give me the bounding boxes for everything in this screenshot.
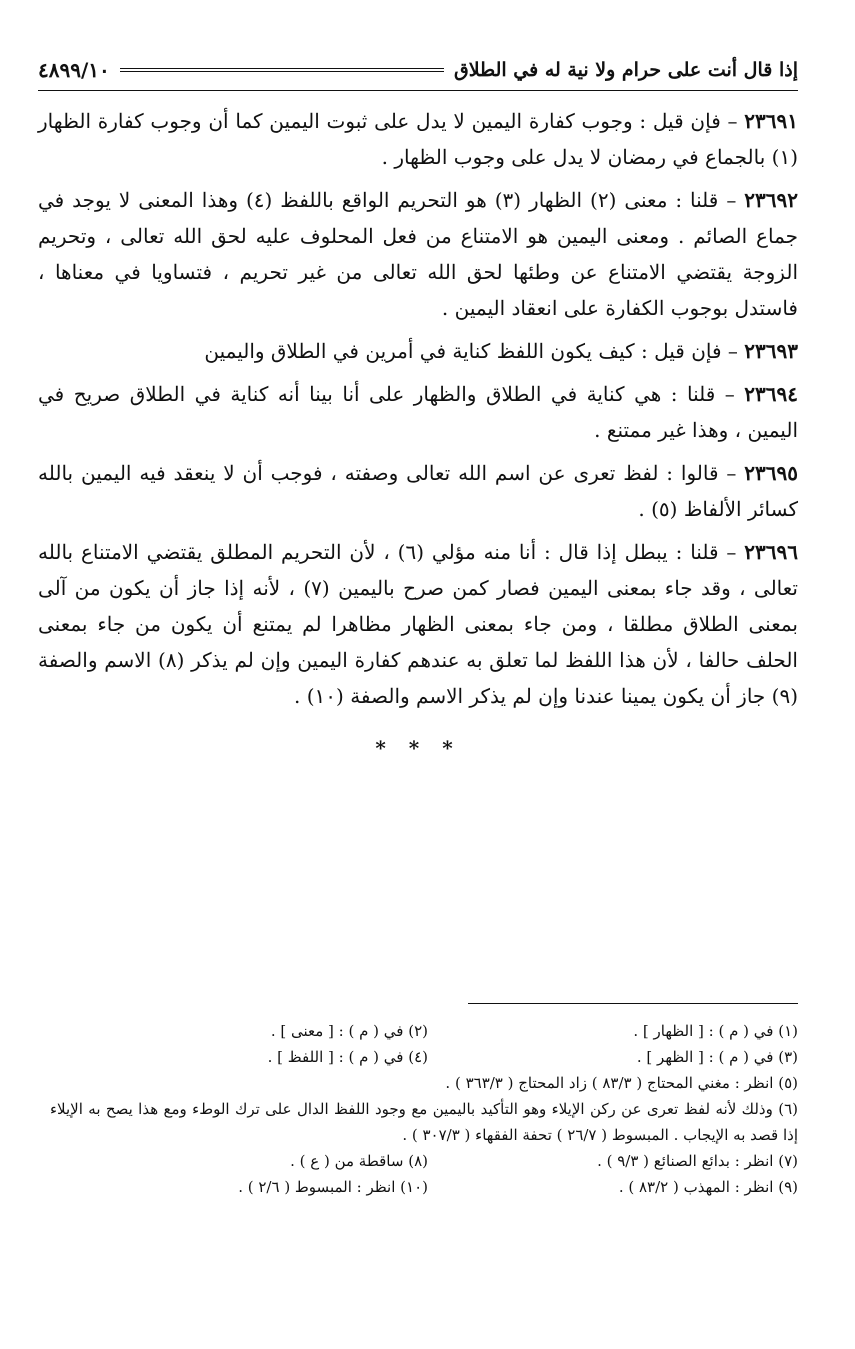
body-text — [38, 103, 798, 760]
paragraph-number: ٢٣٦٩١ — [744, 109, 798, 133]
paragraph-number: ٢٣٦٩٤ — [744, 382, 798, 406]
paragraph: ٢٣٦٩٦ – قلنا : يبطل إذا قال : أنا منه مؤلي (٦) ، لأن التحريم المطلق يقتضي الامتناع بالله تعالى ، وقد جاء بمعنى اليمين فصار كمن صرح باليمين (٧) ، لأنه إذا جاز أن يكون من آلى بمعنى الطلاق مطلقا ، ومن جاء بمعنى الظهار مظاهرا لم يمتنع أن يكون من جاء بمعنى الحلف حالفا ، لأن هذا اللفظ لما تعلق به عندهم كفارة اليمين وإن لم يذكر (٨) الاسم والصفة (٩) جاز أن يكون يمينا عندنا وإن لم يذكر الاسم والصفة (١٠) . — [38, 540, 798, 708]
paragraph-number: ٢٣٦٩٥ — [744, 461, 798, 485]
paragraph-number: ٢٣٦٩٣ — [744, 339, 798, 363]
paragraph-text: قالوا : لفظ تعرى عن اسم الله تعالى وصفته ، فوجب أن لا ينعقد فيه اليمين بالله كسائر الألفاظ (٥) . — [38, 461, 798, 521]
footnote-row — [50, 1148, 798, 1174]
footnote-5: (٥) انظر : مغني المحتاج ( ٨٣/٣ ) زاد المحتاج ( ٣٦٣/٣ ) . — [445, 1074, 798, 1092]
paragraph-text: قلنا : يبطل إذا قال : أنا منه مؤلي (٦) ، لأن التحريم المطلق يقتضي الامتناع بالله تعالى ، وقد جاء بمعنى اليمين فصار كمن صرح باليمين (٧) ، لأنه إذا جاز أن يكون من آلى بمعنى الطلاق مطلقا ، ومن جاء بمعنى الظهار مظاهرا لم يمتنع أن يكون من جاء بمعنى الحلف حالفا ، لأن هذا اللفظ لما تعلق به عندهم كفارة اليمين وإن لم يذكر (٨) الاسم والصفة (٩) جاز أن يكون يمينا عندنا وإن لم يذكر الاسم والصفة (١٠) . — [38, 540, 798, 708]
footnote-8: (٨) ساقطة من ( ع ) . — [290, 1152, 428, 1170]
footnote-row — [50, 1174, 798, 1200]
section-separator: * * * — [375, 736, 461, 760]
footnote-row — [50, 1018, 798, 1044]
footnote-rule — [468, 1003, 798, 1004]
footnote-2: (٢) في ( م ) : [ معنى ] . — [270, 1022, 428, 1040]
paragraph-text: فإن قيل : وجوب كفارة اليمين لا يدل على ثبوت اليمين كما أن وجوب كفارة الظهار (١) بالجماع في رمضان لا يدل على وجوب الظهار . — [38, 109, 798, 169]
footnotes — [50, 1003, 798, 1200]
paragraph: ٢٣٦٩١ – فإن قيل : وجوب كفارة اليمين لا يدل على ثبوت اليمين كما أن وجوب كفارة الظهار (١) بالجماع في رمضان لا يدل على وجوب الظهار . — [38, 109, 798, 169]
paragraph-text: فإن قيل : كيف يكون اللفظ كناية في أمرين في الطلاق واليمين — [204, 339, 722, 363]
paragraph: ٢٣٦٩٢ – قلنا : معنى (٢) الظهار (٣) هو التحريم الواقع باللفظ (٤) وهذا المعنى لا يوجد في جماع الصائم . ومعنى اليمين هو الامتناع من فعل المحلوف عليه لحق الله تعالى ، وتحريم الزوجة يقتضي الامتناع عن وطئها لحق الله تعالى من غير تحريم ، فتساويا في معناها ، فاستدل بوجوب الكفارة على انعقاد اليمين . — [38, 188, 798, 320]
footnote-4: (٤) في ( م ) : [ اللفظ ] . — [267, 1048, 428, 1066]
paragraph-number: ٢٣٦٩٦ — [744, 540, 798, 564]
running-title: إذا قال أنت على حرام ولا نية له في الطلاق — [453, 59, 798, 81]
page-header — [38, 50, 798, 91]
footnote-6: (٦) وذلك لأنه لفظ تعرى عن ركن الإيلاء وهو التأكيد باليمين مع وجود اللفظ الدال على ترك الوطء ومع هذا يصح به الإيلاء إذا قصد به الإيجاب . المبسوط ( ٢٦/٧ ) تحفة الفقهاء ( ٣٠٧/٣ ) . — [50, 1100, 798, 1144]
page-number: ٤٨٩٩/١٠ — [38, 58, 110, 82]
footnote-9: (٩) انظر : المهذب ( ٨٣/٢ ) . — [618, 1178, 798, 1196]
paragraph-text: قلنا : هي كناية في الطلاق والظهار على أنا بينا أنه كناية في الطلاق صريح في اليمين ، وهذا غير ممتنع . — [38, 382, 798, 442]
paragraph-number: ٢٣٦٩٢ — [744, 188, 798, 212]
footnote-10: (١٠) انظر : المبسوط ( ٢/٦ ) . — [238, 1178, 428, 1196]
paragraph-text: قلنا : معنى (٢) الظهار (٣) هو التحريم الواقع باللفظ (٤) وهذا المعنى لا يوجد في جماع الصائم . ومعنى اليمين هو الامتناع من فعل المحلوف عليه لحق الله تعالى ، وتحريم الزوجة يقتضي الامتناع عن وطئها لحق الله تعالى من غير تحريم ، فتساويا في معناها ، فاستدل بوجوب الكفارة على انعقاد اليمين . — [38, 188, 798, 320]
footnote-3: (٣) في ( م ) : [ الظهر ] . — [636, 1048, 798, 1066]
paragraph: ٢٣٦٩٤ – قلنا : هي كناية في الطلاق والظهار على أنا بينا أنه كناية في الطلاق صريح في اليمين ، وهذا غير ممتنع . — [38, 382, 798, 442]
page — [38, 50, 798, 760]
paragraph: ٢٣٦٩٣ – فإن قيل : كيف يكون اللفظ كناية في أمرين في الطلاق واليمين — [204, 339, 798, 363]
header-rule — [120, 68, 444, 72]
footnote-row — [50, 1044, 798, 1070]
paragraph: ٢٣٦٩٥ – قالوا : لفظ تعرى عن اسم الله تعالى وصفته ، فوجب أن لا ينعقد فيه اليمين بالله كسائر الألفاظ (٥) . — [38, 461, 798, 521]
footnote-7: (٧) انظر : بدائع الصنائع ( ٩/٣ ) . — [597, 1152, 798, 1170]
footnote-1: (١) في ( م ) : [ الظهار ] . — [633, 1022, 798, 1040]
